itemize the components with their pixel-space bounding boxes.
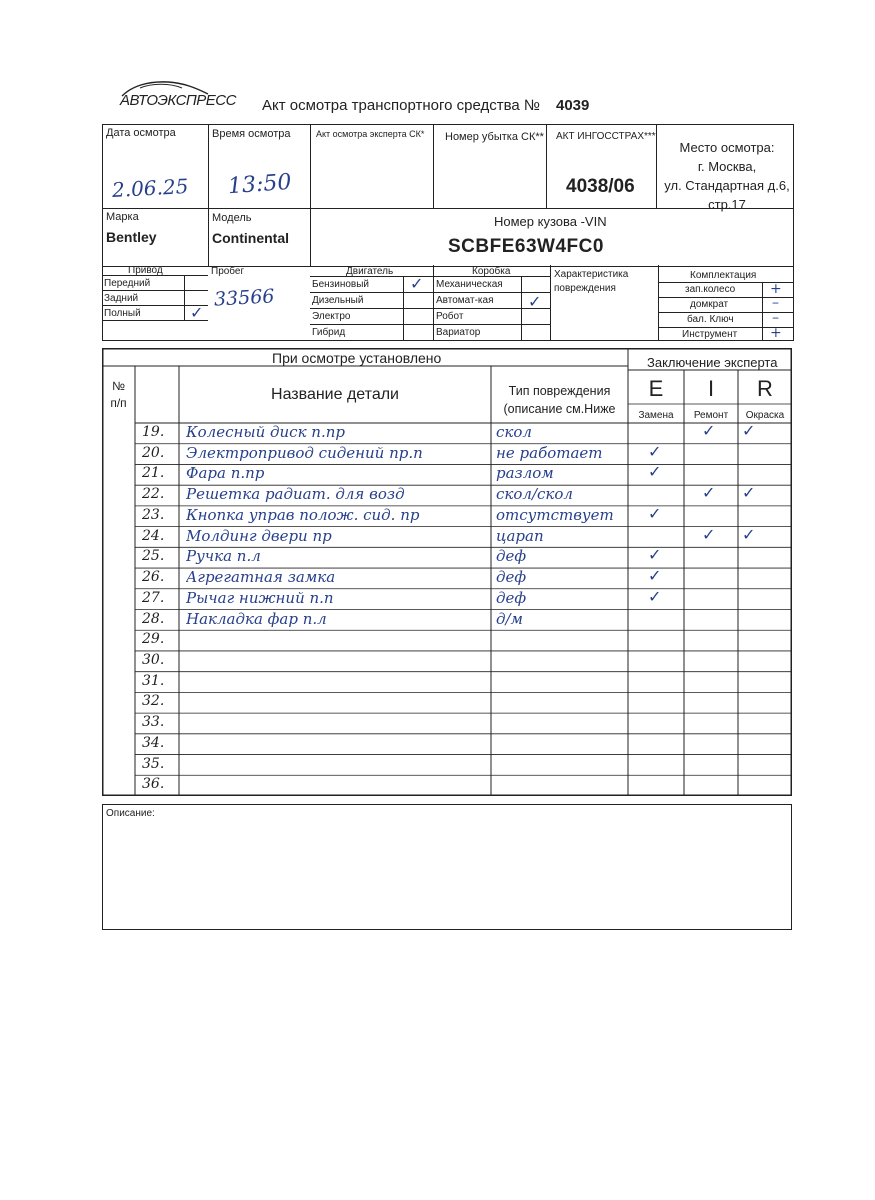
row-mark-paint: ✓ (742, 421, 756, 440)
row-number: 34. (142, 734, 165, 751)
row-number: 25. (142, 548, 165, 565)
engine-header: Двигатель (346, 266, 394, 277)
drive-checkmark: ✓ (190, 303, 204, 322)
table-row (102, 734, 792, 755)
expert-act-label: Акт осмотра эксперта СК* (316, 129, 425, 139)
equipment-spare-wheel-mark: + (770, 281, 782, 297)
row-part-name: Ручка п.л (186, 547, 261, 566)
loss-number-label: Номер убытка СК** (445, 131, 544, 143)
row-number: 29. (142, 631, 165, 648)
model-value: Continental (212, 230, 289, 246)
row-part-name: Фара п.пр (186, 464, 265, 483)
table-row (102, 630, 792, 651)
company-logo (118, 78, 236, 110)
vin-label: Номер кузова -VIN (494, 214, 607, 229)
row-damage-type: царап (496, 526, 544, 545)
engine-checkmark: ✓ (410, 274, 424, 293)
row-number: 27. (142, 589, 165, 606)
row-damage-type: скол/скол (496, 485, 573, 504)
row-damage-type: не работает (496, 443, 603, 462)
equipment-jack-mark: – (772, 295, 779, 311)
row-number: 21. (142, 465, 165, 482)
row-number: 28. (142, 610, 165, 627)
row-mark-repair: ✓ (702, 524, 716, 544)
row-number: 35. (142, 755, 165, 772)
row-damage-type: разлом (496, 464, 554, 483)
model-label: Модель (212, 212, 252, 224)
drive-option-rear: Задний (104, 293, 139, 304)
engine-option-petrol: Бензиновый (312, 279, 369, 290)
date-label: Дата осмотра (106, 127, 176, 139)
equipment-tools: Инструмент (682, 329, 738, 340)
gearbox-option-manual: Механическая (436, 279, 503, 290)
table-row (102, 672, 792, 693)
col-e-header: E (648, 376, 664, 401)
row-part-name: Кнопка управ полож. сид. пр (186, 505, 420, 524)
place-line1: г. Москва, (697, 159, 757, 174)
row-number: 23. (142, 506, 165, 523)
table-row (102, 775, 792, 796)
row-mark-paint: ✓ (742, 524, 756, 544)
row-part-name: Агрегатная замка (186, 568, 336, 587)
table-row (102, 423, 792, 444)
gearbox-checkmark: ✓ (528, 292, 542, 311)
row-number: 24. (142, 527, 165, 544)
damage-characteristic-label: Характеристика повреждения (554, 269, 629, 294)
mileage-label: Пробег (211, 266, 245, 277)
date-value: 2.06.25 (111, 174, 189, 202)
gearbox-header: Коробка (472, 266, 511, 277)
engine-option-hybrid: Гибрид (312, 327, 346, 338)
row-damage-type: деф (496, 547, 527, 566)
row-mark-replace: ✓ (648, 462, 662, 482)
logo-text: АВТОЭКСПРЕСС (120, 92, 236, 109)
table-row (102, 610, 792, 631)
row-number: 19. (142, 424, 165, 440)
row-mark-replace: ✓ (648, 503, 662, 523)
col-r-header: R (757, 376, 773, 401)
description-label: Описание: (106, 808, 155, 819)
col-e-sub-header: Замена (638, 410, 674, 421)
equipment-tools-mark: + (770, 325, 782, 341)
table-row (102, 485, 792, 506)
row-damage-type: деф (496, 568, 527, 587)
row-damage-type: деф (496, 588, 527, 607)
row-number: 26. (142, 569, 165, 586)
table-row (102, 441, 792, 465)
equipment-wheel-key-mark: – (772, 310, 779, 326)
make-value: Bentley (106, 229, 157, 245)
gearbox-option-cvt: Вариатор (436, 327, 481, 338)
row-mark-paint: ✓ (742, 483, 756, 503)
place-line2: ул. Стандартная д.6, (664, 178, 790, 193)
row-mark-repair: ✓ (702, 483, 716, 503)
mileage-value: 33566 (213, 285, 275, 311)
table-row (102, 692, 792, 713)
drive-option-front: Передний (104, 278, 151, 289)
row-damage-type: скол (496, 423, 532, 441)
inspection-section-title: При осмотре установлено (272, 350, 442, 366)
row-mark-replace: ✓ (648, 586, 662, 606)
col-damage-type-header: Тип повреждения (описание см.Ниже (503, 384, 616, 416)
equipment-header: Комплектация (690, 270, 757, 281)
col-r-sub-header: Окраска (745, 410, 785, 421)
description-box (102, 804, 792, 930)
document-title: Акт осмотра транспортного средства № (262, 97, 541, 114)
act-number: 4039 (556, 97, 590, 114)
make-label: Марка (106, 211, 139, 223)
inspection-place (662, 138, 792, 214)
row-number: 32. (142, 693, 165, 710)
table-row (102, 568, 792, 589)
table-row (102, 524, 792, 548)
row-number: 36. (142, 776, 165, 793)
drive-header: Привод (128, 265, 163, 276)
row-number: 33. (142, 714, 165, 731)
table-row (102, 547, 792, 568)
engine-option-diesel: Дизельный (312, 295, 364, 306)
table-row (102, 503, 792, 527)
vin-value: SCBFE63W4FC0 (448, 236, 604, 257)
row-part-name: Электропривод сидений пр.п (186, 443, 423, 462)
table-row (102, 713, 792, 734)
equipment-wheel-key: бал. Ключ (687, 314, 734, 325)
row-damage-type: отсутствует (496, 505, 614, 524)
col-i-header: I (707, 376, 715, 401)
gearbox-option-automatic: Автомат-кая (436, 295, 494, 306)
row-mark-replace: ✓ (648, 545, 662, 565)
place-line3: стр.17 (708, 197, 746, 212)
row-part-name: Решетка радиат. для возд (186, 485, 405, 504)
row-damage-type: д/м (496, 609, 523, 628)
gearbox-option-robot: Робот (436, 311, 464, 322)
row-number: 31. (142, 672, 165, 689)
col-number-header: № п/п (110, 379, 127, 410)
engine-option-electric: Электро (312, 311, 351, 322)
row-part-name: Накладка фар п.л (186, 609, 327, 628)
ingos-label: АКТ ИНГОССТРАХ*** (556, 131, 656, 142)
table-row (102, 651, 792, 672)
row-number: 22. (142, 486, 165, 503)
row-mark-replace: ✓ (648, 566, 662, 586)
row-part-name: Колесный диск п.пр (186, 423, 345, 441)
row-mark-repair: ✓ (702, 421, 716, 440)
table-row (102, 464, 792, 485)
table-row (102, 586, 792, 610)
equipment-jack: домкрат (690, 299, 729, 310)
row-part-name: Рычаг нижний п.п (186, 588, 334, 607)
expert-conclusion-title: Заключение эксперта (647, 355, 778, 370)
row-mark-replace: ✓ (648, 441, 662, 461)
row-part-name: Молдинг двери пр (186, 526, 332, 545)
col-i-sub-header: Ремонт (693, 410, 729, 421)
table-row (102, 755, 792, 776)
time-value: 13:50 (227, 169, 293, 200)
row-number: 30. (142, 651, 165, 668)
inspection-table (102, 348, 792, 796)
ingos-value: 4038/06 (566, 176, 635, 197)
equipment-spare-wheel: зап.колесо (685, 284, 736, 295)
place-label: Место осмотра: (679, 140, 775, 155)
col-part-name-header: Название детали (271, 386, 399, 403)
time-label: Время осмотра (212, 128, 291, 140)
drive-option-full: Полный (104, 308, 141, 319)
row-number: 20. (142, 444, 165, 461)
